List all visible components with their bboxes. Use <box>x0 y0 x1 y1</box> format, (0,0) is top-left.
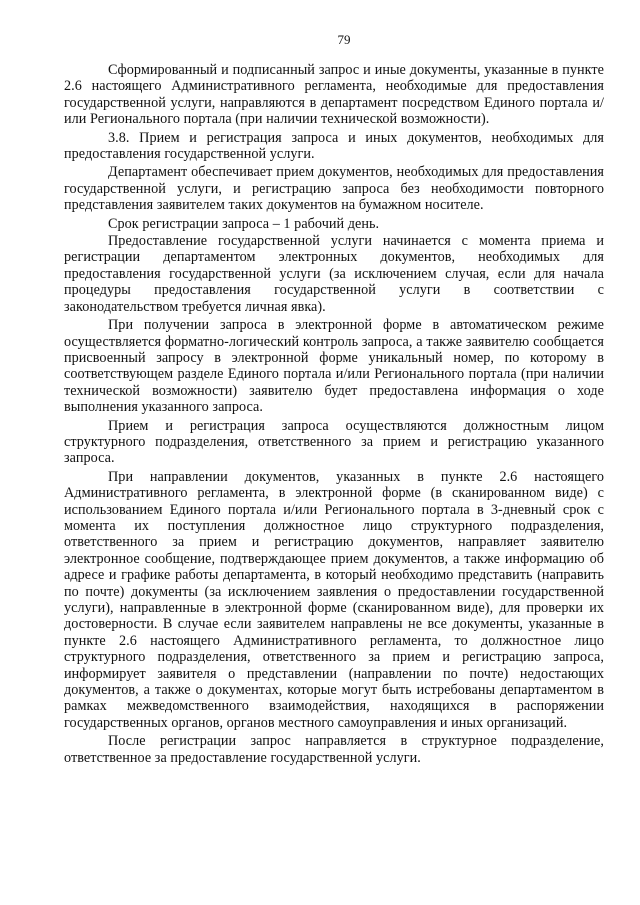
paragraph-service-start: Предоставление государственной услуги начинается с момента приема и регистрации департаментом электронных документов, необходимых для предоставления государственной услуги (за исключением случая, если для начала процедуры предоставления государственной услуги в соответствии с законодательством требуется личная явка). <box>64 233 604 315</box>
paragraph-scanned-documents: При направлении документов, указанных в пункте 2.6 настоящего Административного регламента, в электронной форме (в сканированном виде) с использованием Единого портала и/или Регионального портала в 3-дневный срок с момента их поступления должностное лицо структурного подразделения, ответственного за прием и регистрацию документов, направляет заявителю электронное сообщение, подтверждающее прием документов, а также информацию об адресе и графике работы департамента, в который необходимо представить (направить по почте) документы (за исключением заявления о предоставлении государственной услуги), направленные в электронной форме (сканированном виде), для проверки их достоверности. В случае если заявителем направлены не все документы, указанные в пункте 2.6 настоящего Административного регламента, то должностное лицо структурного подразделения, ответственного за прием и регистрацию запроса, информирует заявителя о представлении (направлении по почте) недостающих документов, а также о документах, которые могут быть истребованы департаментом в рамках межведомственного взаимодействия, находящихся в распоряжении государственных органов, органов местного самоуправления и иных организаций. <box>64 468 604 731</box>
paragraph-responsible-official: Прием и регистрация запроса осуществляются должностным лицом структурного подразделения, ответственного за прием и регистрацию указанного запроса. <box>64 417 604 467</box>
paragraph-electronic-receipt: При получении запроса в электронной форме в автоматическом режиме осуществляется форматно-логический контроль запроса, а также заявителю сообщается присвоенный запросу в электронной форме уникальный номер, по которому в соответствующем разделе Единого портала и/или Регионального портала (при наличии технической возможности) заявителю будет предоставлена информация о ходе выполнения указанного запроса. <box>64 317 604 416</box>
section-heading-3-8: 3.8. Прием и регистрация запроса и иных документов, необходимых для предоставления государственной услуги. <box>64 129 604 163</box>
paragraph-department-acceptance: Департамент обеспечивает прием документов, необходимых для предоставления государственной услуги, и регистрацию запроса без необходимости повторного представления заявителем таких документов на бумажном носителе. <box>64 164 604 214</box>
paragraph-after-registration: После регистрации запрос направляется в структурное подразделение, ответственное за предоставление государственной услуги. <box>64 733 604 766</box>
paragraph-registration-term: Срок регистрации запроса – 1 рабочий день. <box>108 215 380 232</box>
paragraph-request-submission: Сформированный и подписанный запрос и иные документы, указанные в пункте 2.6 настоящего Административного регламента, необходимые для предоставления государственной услуги, направляются в департамент посредством Единого портала и/или Регионального портала (при наличии технической возможности). <box>64 62 604 128</box>
page-number: 79 <box>337 32 351 47</box>
